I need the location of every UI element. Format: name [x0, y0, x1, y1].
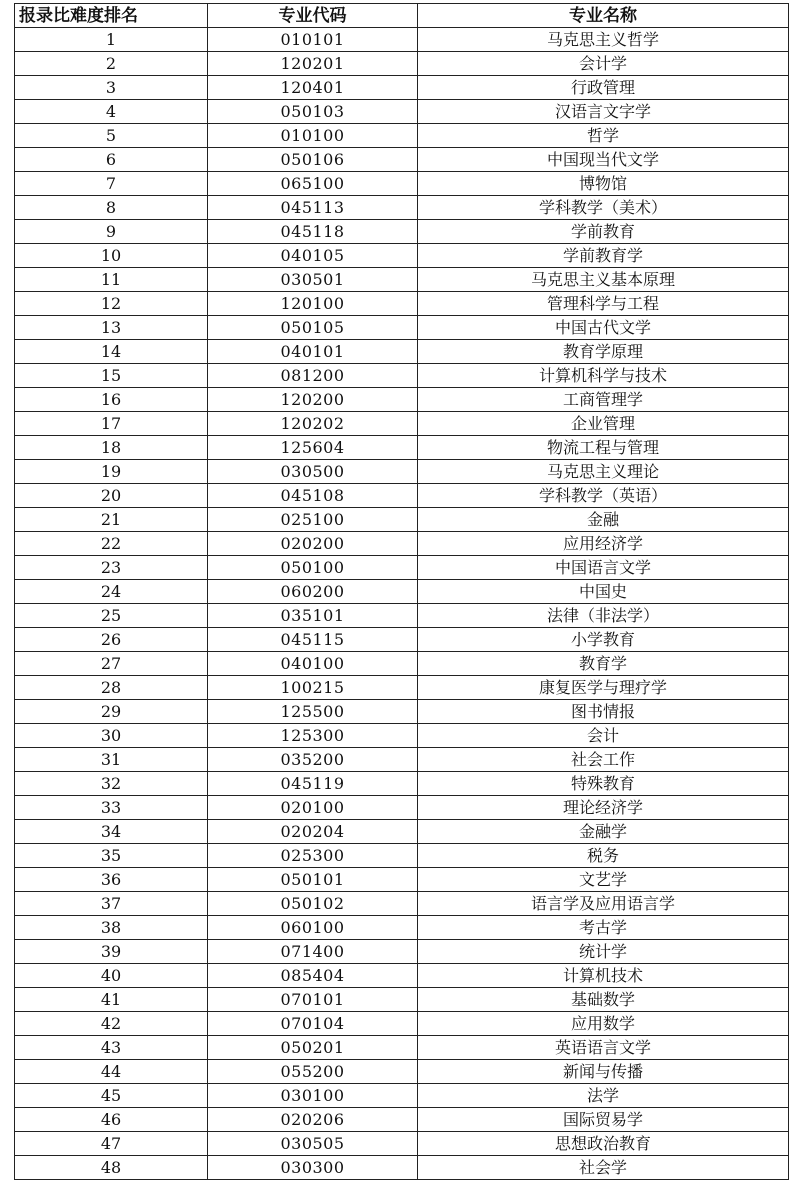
rank-cell: 3 — [15, 76, 208, 100]
table-row — [15, 772, 789, 796]
major-name-cell: 中国史 — [418, 580, 789, 604]
table-row — [15, 748, 789, 772]
major-code-cell: 040100 — [208, 652, 418, 676]
table-row — [15, 148, 789, 172]
major-code-cell: 081200 — [208, 364, 418, 388]
rank-cell: 41 — [15, 988, 208, 1012]
major-code-cell: 120200 — [208, 388, 418, 412]
table-row — [15, 916, 789, 940]
major-name-cell: 马克思主义理论 — [418, 460, 789, 484]
major-code-cell: 050100 — [208, 556, 418, 580]
major-name-cell: 会计 — [418, 724, 789, 748]
major-code-cell: 020200 — [208, 532, 418, 556]
table-row — [15, 580, 789, 604]
table-row — [15, 436, 789, 460]
table-row — [15, 556, 789, 580]
rank-cell: 46 — [15, 1108, 208, 1132]
rank-cell: 14 — [15, 340, 208, 364]
major-code-cell: 120201 — [208, 52, 418, 76]
rank-cell: 32 — [15, 772, 208, 796]
major-code-cell: 010101 — [208, 28, 418, 52]
table-row — [15, 100, 789, 124]
table-row — [15, 76, 789, 100]
rank-cell: 29 — [15, 700, 208, 724]
major-code-cell: 035101 — [208, 604, 418, 628]
table-row — [15, 292, 789, 316]
major-name-cell: 管理科学与工程 — [418, 292, 789, 316]
rank-cell: 25 — [15, 604, 208, 628]
major-code-cell: 120202 — [208, 412, 418, 436]
major-name-cell: 中国现当代文学 — [418, 148, 789, 172]
table-row — [15, 1012, 789, 1036]
rank-cell: 13 — [15, 316, 208, 340]
major-code-cell: 045115 — [208, 628, 418, 652]
major-name-cell: 中国古代文学 — [418, 316, 789, 340]
major-code-cell: 125500 — [208, 700, 418, 724]
major-name-cell: 特殊教育 — [418, 772, 789, 796]
table-row — [15, 1060, 789, 1084]
rank-cell: 44 — [15, 1060, 208, 1084]
rank-cell: 38 — [15, 916, 208, 940]
major-name-cell: 马克思主义基本原理 — [418, 268, 789, 292]
rank-cell: 27 — [15, 652, 208, 676]
table-row — [15, 988, 789, 1012]
major-name-cell: 小学教育 — [418, 628, 789, 652]
rank-cell: 10 — [15, 244, 208, 268]
rank-cell: 1 — [15, 28, 208, 52]
major-name-cell: 教育学 — [418, 652, 789, 676]
rank-cell: 22 — [15, 532, 208, 556]
table-row — [15, 820, 789, 844]
table-row — [15, 604, 789, 628]
table-row — [15, 628, 789, 652]
major-code-cell: 050106 — [208, 148, 418, 172]
table-row — [15, 364, 789, 388]
table-row — [15, 700, 789, 724]
major-name-cell: 统计学 — [418, 940, 789, 964]
header-rank: 报录比难度排名 — [15, 4, 208, 28]
major-code-cell: 035200 — [208, 748, 418, 772]
rank-cell: 36 — [15, 868, 208, 892]
major-name-cell: 学前教育学 — [418, 244, 789, 268]
major-name-cell: 基础数学 — [418, 988, 789, 1012]
major-name-cell: 马克思主义哲学 — [418, 28, 789, 52]
rank-cell: 4 — [15, 100, 208, 124]
header-major-code: 专业代码 — [208, 4, 418, 28]
table-row — [15, 1108, 789, 1132]
major-name-cell: 物流工程与管理 — [418, 436, 789, 460]
major-name-cell: 学科教学（英语） — [418, 484, 789, 508]
major-code-cell: 030505 — [208, 1132, 418, 1156]
rank-cell: 21 — [15, 508, 208, 532]
major-code-cell: 050102 — [208, 892, 418, 916]
major-name-cell: 汉语言文字学 — [418, 100, 789, 124]
major-name-cell: 图书情报 — [418, 700, 789, 724]
rank-cell: 31 — [15, 748, 208, 772]
major-name-cell: 法律（非法学） — [418, 604, 789, 628]
major-name-cell: 行政管理 — [418, 76, 789, 100]
major-name-cell: 国际贸易学 — [418, 1108, 789, 1132]
table-row — [15, 532, 789, 556]
major-code-cell: 070104 — [208, 1012, 418, 1036]
major-code-cell: 125604 — [208, 436, 418, 460]
table-row — [15, 796, 789, 820]
major-name-cell: 文艺学 — [418, 868, 789, 892]
ranking-sheet — [14, 3, 788, 1180]
major-code-cell: 120100 — [208, 292, 418, 316]
major-code-cell: 020206 — [208, 1108, 418, 1132]
rank-cell: 23 — [15, 556, 208, 580]
table-row — [15, 1156, 789, 1180]
major-code-cell: 071400 — [208, 940, 418, 964]
table-row — [15, 1132, 789, 1156]
table-row — [15, 244, 789, 268]
table-row — [15, 484, 789, 508]
table-row — [15, 412, 789, 436]
major-name-cell: 理论经济学 — [418, 796, 789, 820]
rank-cell: 39 — [15, 940, 208, 964]
table-row — [15, 652, 789, 676]
table-header-row — [15, 4, 789, 28]
major-code-cell: 120401 — [208, 76, 418, 100]
major-name-cell: 博物馆 — [418, 172, 789, 196]
rank-cell: 35 — [15, 844, 208, 868]
major-name-cell: 社会工作 — [418, 748, 789, 772]
rank-cell: 18 — [15, 436, 208, 460]
major-name-cell: 税务 — [418, 844, 789, 868]
major-name-cell: 应用经济学 — [418, 532, 789, 556]
major-code-cell: 020100 — [208, 796, 418, 820]
rank-cell: 7 — [15, 172, 208, 196]
major-name-cell: 哲学 — [418, 124, 789, 148]
major-code-cell: 030100 — [208, 1084, 418, 1108]
table-row — [15, 844, 789, 868]
ranking-table — [14, 3, 789, 1180]
rank-cell: 30 — [15, 724, 208, 748]
rank-cell: 47 — [15, 1132, 208, 1156]
table-row — [15, 340, 789, 364]
major-code-cell: 060200 — [208, 580, 418, 604]
major-name-cell: 法学 — [418, 1084, 789, 1108]
major-code-cell: 050105 — [208, 316, 418, 340]
major-code-cell: 020204 — [208, 820, 418, 844]
major-code-cell: 045113 — [208, 196, 418, 220]
major-name-cell: 中国语言文学 — [418, 556, 789, 580]
rank-cell: 45 — [15, 1084, 208, 1108]
table-row — [15, 28, 789, 52]
table-row — [15, 52, 789, 76]
major-code-cell: 055200 — [208, 1060, 418, 1084]
major-name-cell: 企业管理 — [418, 412, 789, 436]
table-row — [15, 676, 789, 700]
major-code-cell: 040105 — [208, 244, 418, 268]
major-name-cell: 考古学 — [418, 916, 789, 940]
major-code-cell: 070101 — [208, 988, 418, 1012]
rank-cell: 8 — [15, 196, 208, 220]
rank-cell: 42 — [15, 1012, 208, 1036]
table-row — [15, 724, 789, 748]
rank-cell: 9 — [15, 220, 208, 244]
rank-cell: 48 — [15, 1156, 208, 1180]
major-name-cell: 教育学原理 — [418, 340, 789, 364]
table-row — [15, 316, 789, 340]
major-name-cell: 社会学 — [418, 1156, 789, 1180]
major-name-cell: 金融学 — [418, 820, 789, 844]
major-code-cell: 050201 — [208, 1036, 418, 1060]
major-name-cell: 计算机科学与技术 — [418, 364, 789, 388]
rank-cell: 5 — [15, 124, 208, 148]
major-code-cell: 050103 — [208, 100, 418, 124]
rank-cell: 37 — [15, 892, 208, 916]
table-row — [15, 460, 789, 484]
rank-cell: 19 — [15, 460, 208, 484]
rank-cell: 6 — [15, 148, 208, 172]
major-name-cell: 计算机技术 — [418, 964, 789, 988]
major-code-cell: 010100 — [208, 124, 418, 148]
table-row — [15, 940, 789, 964]
major-code-cell: 100215 — [208, 676, 418, 700]
table-row — [15, 892, 789, 916]
major-code-cell: 060100 — [208, 916, 418, 940]
major-code-cell: 085404 — [208, 964, 418, 988]
table-row — [15, 1084, 789, 1108]
header-major-name: 专业名称 — [418, 4, 789, 28]
major-code-cell: 125300 — [208, 724, 418, 748]
major-name-cell: 工商管理学 — [418, 388, 789, 412]
table-row — [15, 268, 789, 292]
rank-cell: 26 — [15, 628, 208, 652]
major-code-cell: 065100 — [208, 172, 418, 196]
major-name-cell: 思想政治教育 — [418, 1132, 789, 1156]
major-code-cell: 025100 — [208, 508, 418, 532]
major-name-cell: 会计学 — [418, 52, 789, 76]
major-code-cell: 045119 — [208, 772, 418, 796]
rank-cell: 20 — [15, 484, 208, 508]
table-body — [15, 28, 789, 1180]
rank-cell: 24 — [15, 580, 208, 604]
major-code-cell: 045108 — [208, 484, 418, 508]
major-name-cell: 应用数学 — [418, 1012, 789, 1036]
rank-cell: 12 — [15, 292, 208, 316]
major-code-cell: 050101 — [208, 868, 418, 892]
rank-cell: 34 — [15, 820, 208, 844]
rank-cell: 2 — [15, 52, 208, 76]
major-name-cell: 新闻与传播 — [418, 1060, 789, 1084]
rank-cell: 40 — [15, 964, 208, 988]
major-name-cell: 英语语言文学 — [418, 1036, 789, 1060]
table-row — [15, 508, 789, 532]
table-row — [15, 388, 789, 412]
major-code-cell: 040101 — [208, 340, 418, 364]
rank-cell: 15 — [15, 364, 208, 388]
table-row — [15, 964, 789, 988]
rank-cell: 28 — [15, 676, 208, 700]
table-row — [15, 1036, 789, 1060]
rank-cell: 11 — [15, 268, 208, 292]
major-code-cell: 030300 — [208, 1156, 418, 1180]
rank-cell: 16 — [15, 388, 208, 412]
table-row — [15, 172, 789, 196]
major-code-cell: 025300 — [208, 844, 418, 868]
major-name-cell: 语言学及应用语言学 — [418, 892, 789, 916]
table-row — [15, 124, 789, 148]
major-name-cell: 金融 — [418, 508, 789, 532]
major-name-cell: 学科教学（美术） — [418, 196, 789, 220]
rank-cell: 43 — [15, 1036, 208, 1060]
major-code-cell: 030501 — [208, 268, 418, 292]
table-row — [15, 196, 789, 220]
rank-cell: 33 — [15, 796, 208, 820]
table-row — [15, 220, 789, 244]
major-code-cell: 045118 — [208, 220, 418, 244]
table-row — [15, 868, 789, 892]
major-name-cell: 康复医学与理疗学 — [418, 676, 789, 700]
major-name-cell: 学前教育 — [418, 220, 789, 244]
major-code-cell: 030500 — [208, 460, 418, 484]
rank-cell: 17 — [15, 412, 208, 436]
